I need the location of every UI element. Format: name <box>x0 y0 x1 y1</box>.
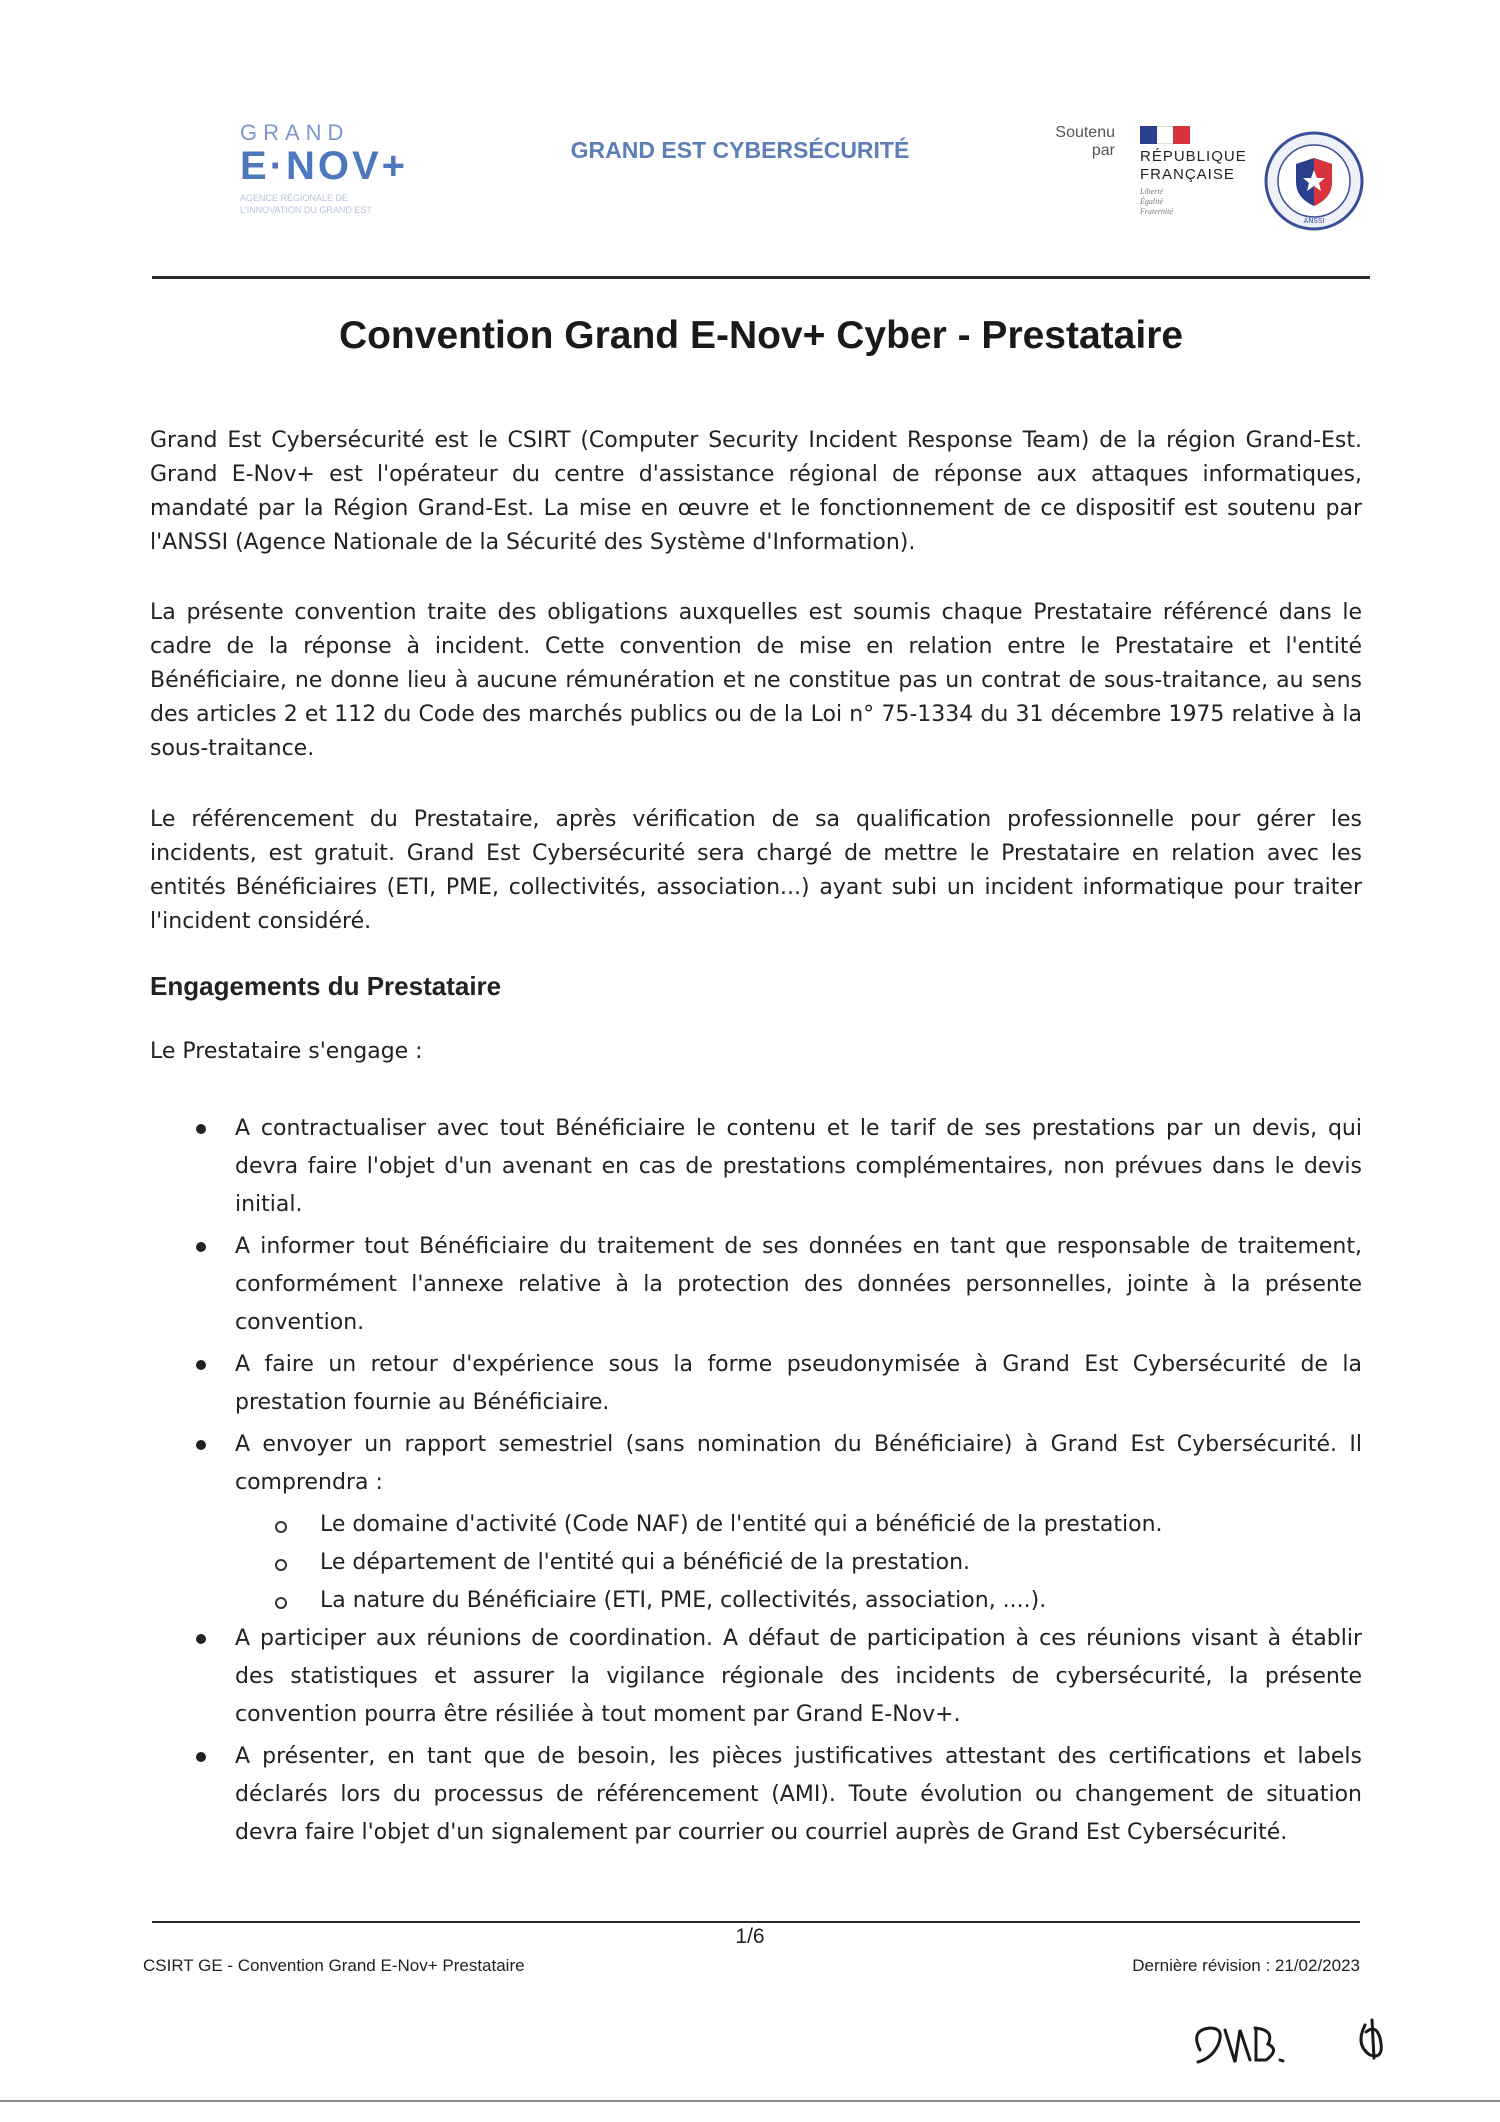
list-item <box>190 1738 1362 1852</box>
commitments-list <box>190 1110 1362 1856</box>
list-item <box>190 1346 1362 1422</box>
bullet-icon <box>196 1242 206 1252</box>
republic-line-1: RÉPUBLIQUE <box>1140 148 1247 165</box>
anssi-seal-icon <box>1263 130 1365 232</box>
report-contents-list <box>275 1506 1362 1620</box>
circle-bullet-icon <box>275 1597 287 1609</box>
list-item-text: A participer aux réunions de coordination. A défaut de participation à ces réunions visant à établir des statistiques et assurer la vigilance régionale des incidents de cybersécurité, la présente convention pourra être résiliée à tout moment par Grand E-Nov+. <box>235 1626 1362 1727</box>
republic-line-2: FRANÇAISE <box>1140 166 1235 183</box>
list-item <box>190 1426 1362 1502</box>
logo-top-text: GRAND <box>240 120 350 145</box>
sub-list-item-text: Le domaine d'activité (Code NAF) de l'entité qui a bénéficié de la prestation. <box>320 1512 1163 1537</box>
supported-line-2: par <box>1091 142 1115 159</box>
republic-name <box>1140 148 1260 184</box>
header-divider <box>152 276 1370 279</box>
bullet-icon <box>196 1440 206 1450</box>
bullet-icon <box>196 1634 206 1644</box>
list-item-text: A contractualiser avec tout Bénéficiaire le contenu et le tarif de ses prestations par un devis, qui devra faire l'objet d'un avenant en cas de prestations complémentaires, non prévues dans le devis initial. <box>235 1116 1362 1217</box>
grand-enov-logo <box>240 120 440 216</box>
motto-line-1: Liberté <box>1140 187 1164 196</box>
list-item <box>190 1228 1362 1342</box>
org-name: GRAND EST CYBERSÉCURITÉ <box>570 137 910 163</box>
list-item-text: A envoyer un rapport semestriel (sans nomination du Bénéficiaire) à Grand Est Cybersécurité. Il comprendra : <box>235 1432 1362 1495</box>
handwritten-initials-signature <box>1180 2000 1420 2080</box>
paragraph-intro: Grand Est Cybersécurité est le CSIRT (Computer Security Incident Response Team) de la région Grand-Est. Grand E-Nov+ est l'opérateur du centre d'assistance régional de réponse aux attaques informatiques, mandaté par la Région Grand-Est. La mise en œuvre et le fonctionnement de ce dispositif est soutenu par l'ANSSI (Agence Nationale de la Sécurité des Système d'Information). <box>150 428 1362 555</box>
supported-line-1: Soutenu <box>1055 124 1115 141</box>
seal-label: ANSSI <box>1303 217 1325 225</box>
document-title: Convention Grand E-Nov+ Cyber - Prestataire <box>338 314 1184 357</box>
logo-tagline-line-2: L'INNOVATION DU GRAND EST <box>240 205 372 215</box>
bullet-icon <box>196 1360 206 1370</box>
list-item-text: A informer tout Bénéficiaire du traitement de ses données en tant que responsable de traitement, conformément l'annexe relative à la protection des données personnelles, jointe à la présente convention. <box>235 1234 1362 1335</box>
paragraph-obligations: La présente convention traite des obligations auxquelles est soumis chaque Prestataire référencé dans le cadre de la réponse à incident. Cette convention de mise en relation entre le Prestataire et l'entité Bénéficiaire, ne donne lieu à aucune rémunération et ne constitue pas un contrat de sous-traitance, au sens des articles 2 et 112 du Code des marchés publics ou de la Loi n° 75-1334 du 31 décembre 1975 relative à la sous-traitance. <box>150 600 1362 761</box>
list-item <box>190 1620 1362 1734</box>
logo-tagline <box>240 192 440 216</box>
motto-line-3: Fraternité <box>1140 207 1173 216</box>
footer-document-name: CSIRT GE - Convention Grand E-Nov+ Prestataire <box>143 1956 525 1975</box>
bullet-icon <box>196 1124 206 1134</box>
page-number: 1/6 <box>735 1925 765 1948</box>
sub-list-item-text: La nature du Bénéficiaire (ETI, PME, collectivités, association, ....). <box>320 1588 1047 1613</box>
list-item-text: A présenter, en tant que de besoin, les pièces justificatives attestant des certifications et labels déclarés lors du processus de référencement (AMI). Toute évolution ou changement de situation devra faire l'objet d'un signalement par courrier ou courriel auprès de Grand Est Cybersécurité. <box>235 1744 1362 1845</box>
section-intro: Le Prestataire s'engage : <box>150 1039 423 1064</box>
motto-line-2: Égalité <box>1140 197 1164 206</box>
sub-list-item <box>275 1582 1362 1620</box>
paragraph-referencing: Le référencement du Prestataire, après vérification de sa qualification professionnelle pour gérer les incidents, est gratuit. Grand Est Cybersécurité sera chargé de mettre le Prestataire en relation avec les entités Bénéficiaires (ETI, PME, collectivités, association...) ayant subi un incident informatique pour traiter l'incident considéré. <box>150 807 1362 934</box>
list-item <box>190 1110 1362 1224</box>
french-flag-icon <box>1140 126 1190 144</box>
supported-by-label <box>1010 124 1115 160</box>
footer-revision-date: Dernière révision : 21/02/2023 <box>1132 1956 1360 1975</box>
sub-list-item <box>275 1544 1362 1582</box>
scan-edge-line <box>0 2100 1500 2102</box>
logo-main-text: E·NOV+ <box>240 144 409 188</box>
republique-francaise-logo <box>1140 126 1260 217</box>
footer-divider <box>152 1921 1360 1923</box>
section-heading: Engagements du Prestataire <box>150 971 502 1001</box>
bullet-icon <box>196 1752 206 1762</box>
sub-list-item-text: Le département de l'entité qui a bénéficié de la prestation. <box>320 1550 971 1575</box>
republic-motto <box>1140 187 1260 217</box>
sub-list-item <box>275 1506 1362 1544</box>
circle-bullet-icon <box>275 1559 287 1571</box>
list-item-text: A faire un retour d'expérience sous la forme pseudonymisée à Grand Est Cybersécurité de la prestation fournie au Bénéficiaire. <box>235 1352 1362 1415</box>
logo-tagline-line-1: AGENCE RÉGIONALE DE <box>240 193 349 203</box>
circle-bullet-icon <box>275 1521 287 1533</box>
